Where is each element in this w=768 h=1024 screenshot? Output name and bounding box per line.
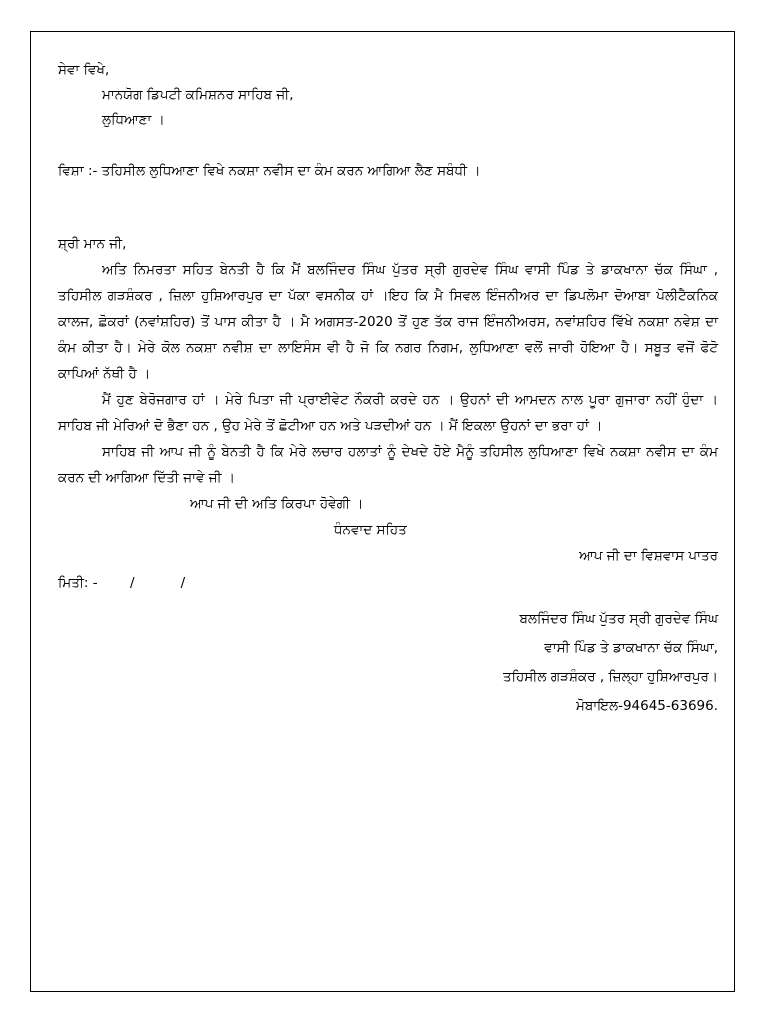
- date-line: [58, 569, 718, 597]
- subject-line: ਵਿਸ਼ਾ :- ਤਹਿਸੀਲ ਲੁਧਿਆਣਾ ਵਿਖੇ ਨਕਸ਼ਾ ਨਵੀਸ ਦਾ ਕੰਮ ਕਰਨ ਆਗਿਆ ਲੈਣ ਸਬੰਧੀ ।: [58, 163, 481, 179]
- body-paragraph-1: ਅਤਿ ਨਿਮਰਤਾ ਸਹਿਤ ਬੇਨਤੀ ਹੈ ਕਿ ਮੈਂ ਬਲਜਿੰਦਰ ਸਿੰਘ ਪੁੱਤਰ ਸ੍ਰੀ ਗੁਰਦੇਵ ਸਿੰਘ ਵਾਸੀ ਪਿੰਡ ਤੇ ਡਾਕਖਾਨਾ ਚੱਕ ਸਿੰਘਾ , ਤਹਿਸੀਲ ਗੜਸ਼ੰਕਰ , ਜ਼ਿਲਾ ਹੁਸ਼ਿਆਰਪੁਰ ਦਾ ਪੱਕਾ ਵਸਨੀਕ ਹਾਂ ।ਇਹ ਕਿ ਮੈ ਸਿਵਲ ਇੰਜਨੀਅਰ ਦਾ ਡਿਪਲੋਮਾ ਦੋਆਬਾ ਪੋਲੀਟੈਕਨਿਕ ਕਾਲਜ, ਛੋਕਰਾਂ (ਨਵਾਂਸ਼ਹਿਰ) ਤੋਂ ਪਾਸ ਕੀਤਾ ਹੈ । ਮੈ ਅਗਸਤ-2020 ਤੋਂ ਹੁਣ ਤੱਕ ਰਾਜ ਇੰਜਨੀਅਰਸ, ਨਵਾਂਸ਼ਹਿਰ ਵਿੱਖੇ ਨਕਸ਼ਾ ਨਵੇਸ਼ ਦਾ ਕੰਮ ਕੀਤਾ ਹੈ। ਮੇਰੇ ਕੋਲ ਨਕਸ਼ਾ ਨਵੀਸ਼ ਦਾ ਲਾਇਸੰਸ ਵੀ ਹੈ ਜੋ ਕਿ ਨਗਰ ਨਿਗਮ, ਲੁਧਿਆਣਾ ਵਲੋਂ ਜਾਰੀ ਹੋਇਆ ਹੈ। ਸਬੂਤ ਵਜੋਂ ਫੋਟੋ ਕਾਪਿਆਂ ਨੱਥੀ ਹੈ ।: [58, 262, 718, 382]
- signature-village: ਵਾਸੀ ਪਿੰਡ ਤੇ ਡਾਕਖਾਨਾ ਚੱਕ ਸਿੰਘਾ,: [544, 640, 718, 656]
- date-separator-1: /: [129, 575, 135, 591]
- body-paragraph-3: ਸਾਹਿਬ ਜੀ ਆਪ ਜੀ ਨੂੰ ਬੇਨਤੀ ਹੈ ਕਿ ਮੇਰੇ ਲਚਾਰ ਹਲਾਤਾਂ ਨੂੰ ਦੇਖਦੇ ਹੋਏ ਮੈਨੂੰ ਤਹਿਸੀਲ ਲੁਧਿਆਣਾ ਵਿਖੇ ਨਕਸ਼ਾ ਨਵੀਸ ਦਾ ਕੰਮ ਕਰਨ ਦੀ ਆਗਿਆ ਦਿੱਤੀ ਜਾਵੇ ਜੀ ।: [58, 444, 718, 486]
- signature-name: ਬਲਜਿੰਦਰ ਸਿੰਘ ਪੁੱਤਰ ਸ੍ਰੀ ਗੁਰਦੇਵ ਸਿੰਘ: [519, 611, 718, 627]
- date-label: ਮਿਤੀ: -: [58, 575, 98, 591]
- signature-tehsil: ਤਹਿਸੀਲ ਗੜਸ਼ੰਕਰ , ਜ਼ਿਲ੍ਹਾ ਹੁਸ਼ਿਆਰਪੁਰ।: [503, 669, 718, 685]
- date-separator-2: /: [180, 575, 186, 591]
- recipient-place: ਲੁਧਿਆਣਾ ।: [102, 112, 165, 128]
- body-paragraph-2: ਮੈਂ ਹੁਣ ਬੇਰੋਜਗਾਰ ਹਾਂ । ਮੇਰੇ ਪਿਤਾ ਜੀ ਪ੍ਰਾਈਵੇਟ ਨੌਕਰੀ ਕਰਦੇ ਹਨ । ਉਹਨਾਂ ਦੀ ਆਮਦਨ ਨਾਲ ਪੂਰਾ ਗੁਜਾਰਾ ਨਹੀਂ ਹੁੰਦਾ । ਸਾਹਿਬ ਜੀ ਮੇਰਿਆਂ ਦੋ ਭੈਣਾ ਹਨ , ਉਹ ਮੇਰੇ ਤੋਂ ਛੋਟੀਆ ਹਨ ਅਤੇ ਪੜਦੀਆਂ ਹਨ । ਮੈਂ ਇਕਲਾ ਉਹਨਾਂ ਦਾ ਭਰਾ ਹਾਂ ।: [58, 392, 718, 434]
- closing-thanks: ਧੰਨਵਾਦ ਸਹਿਤ: [334, 522, 407, 538]
- signature-mobile: ਮੋਬਾਇਲ-94645-63696.: [576, 698, 718, 714]
- signature-block: [58, 605, 718, 721]
- letter-document: [58, 58, 718, 721]
- greeting: ਸ਼੍ਰੀ ਮਾਨ ਜੀ,: [58, 236, 127, 252]
- closing-kindness: ਆਪ ਜੀ ਦੀ ਅਤਿ ਕਿਰਪਾ ਹੋਵੇਗੀ ।: [190, 496, 364, 512]
- letter-body: [58, 257, 718, 491]
- closing-faithful: ਆਪ ਜੀ ਦਾ ਵਿਸ਼ਵਾਸ ਪਾਤਰ: [579, 548, 718, 564]
- salutation-to: ਸੇਵਾ ਵਿਖੇ,: [58, 62, 110, 78]
- recipient-title: ਮਾਨਯੋਗ ਡਿਪਟੀ ਕਮਿਸ਼ਨਰ ਸਾਹਿਬ ਜੀ,: [102, 87, 294, 103]
